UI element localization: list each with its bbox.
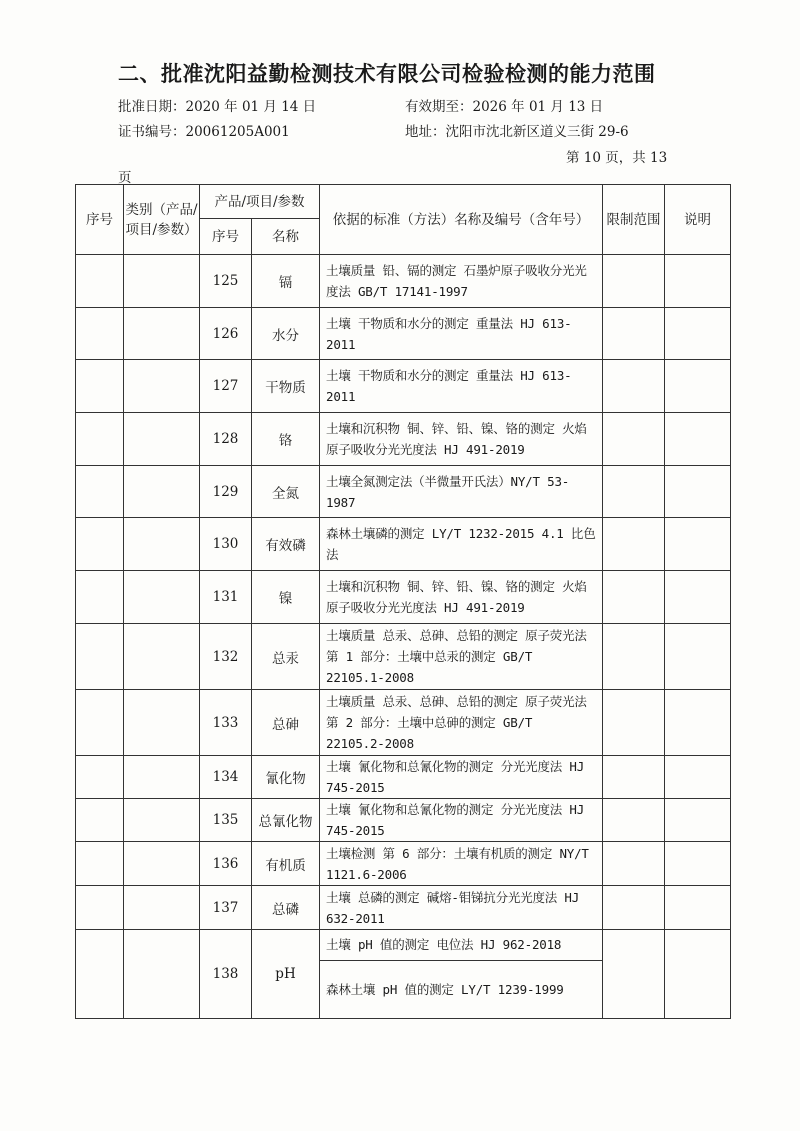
seq-cell bbox=[76, 756, 124, 799]
limit-cell bbox=[603, 690, 665, 756]
table-row bbox=[76, 799, 731, 842]
item-name: 镍 bbox=[252, 571, 320, 624]
item-name: 有效磷 bbox=[252, 518, 320, 571]
standard-cell: 土壤 干物质和水分的测定 重量法 HJ 613-2011 bbox=[320, 360, 603, 413]
header-seq: 序号 bbox=[76, 185, 124, 255]
item-number: 133 bbox=[200, 690, 252, 756]
limit-cell bbox=[603, 756, 665, 799]
table-row bbox=[76, 930, 731, 1019]
note-cell bbox=[665, 308, 731, 360]
item-name: pH bbox=[252, 930, 320, 1019]
note-cell bbox=[665, 624, 731, 690]
header-category: 类别（产品/项目/参数） bbox=[124, 185, 200, 255]
item-number: 130 bbox=[200, 518, 252, 571]
item-number: 127 bbox=[200, 360, 252, 413]
seq-cell bbox=[76, 518, 124, 571]
seq-cell bbox=[76, 466, 124, 518]
limit-cell bbox=[603, 842, 665, 886]
address: 地址：沈阳市沈北新区道义三街 29-6 bbox=[405, 124, 629, 140]
limit-cell bbox=[603, 360, 665, 413]
seq-cell bbox=[76, 886, 124, 930]
seq-cell bbox=[76, 413, 124, 466]
item-name: 有机质 bbox=[252, 842, 320, 886]
seq-cell bbox=[76, 571, 124, 624]
limit-cell bbox=[603, 886, 665, 930]
note-cell bbox=[665, 756, 731, 799]
table-row bbox=[76, 842, 731, 886]
seq-cell bbox=[76, 842, 124, 886]
standard-text: 土壤 pH 值的测定 电位法 HJ 962-2018 bbox=[326, 937, 562, 952]
item-name: 干物质 bbox=[252, 360, 320, 413]
category-cell bbox=[124, 624, 200, 690]
category-cell bbox=[124, 360, 200, 413]
category-cell bbox=[124, 930, 200, 1019]
header-name: 名称 bbox=[252, 219, 320, 255]
note-cell bbox=[665, 799, 731, 842]
table-row bbox=[76, 255, 731, 308]
category-cell bbox=[124, 690, 200, 756]
table-row bbox=[76, 690, 731, 756]
approval-date: 批准日期：2020 年 01 月 14 日 bbox=[118, 99, 317, 115]
note-cell bbox=[665, 571, 731, 624]
table-row bbox=[76, 466, 731, 518]
document-title: 二、批准沈阳益勤检测技术有限公司检验检测的能力范围 bbox=[118, 62, 656, 86]
note-cell bbox=[665, 886, 731, 930]
table-row bbox=[76, 413, 731, 466]
limit-cell bbox=[603, 255, 665, 308]
limit-cell bbox=[603, 466, 665, 518]
limit-cell bbox=[603, 308, 665, 360]
table-row bbox=[76, 624, 731, 690]
category-cell bbox=[124, 308, 200, 360]
note-cell bbox=[665, 466, 731, 518]
limit-cell bbox=[603, 799, 665, 842]
item-number: 138 bbox=[200, 930, 252, 1019]
table-row bbox=[76, 518, 731, 571]
valid-until: 有效期至：2026 年 01 月 13 日 bbox=[405, 99, 604, 115]
item-name: 总磷 bbox=[252, 886, 320, 930]
limit-cell bbox=[603, 571, 665, 624]
seq-cell bbox=[76, 360, 124, 413]
header-sub-seq: 序号 bbox=[200, 219, 252, 255]
note-cell bbox=[665, 360, 731, 413]
category-cell bbox=[124, 842, 200, 886]
standard-cell: 土壤 干物质和水分的测定 重量法 HJ 613-2011 bbox=[320, 308, 603, 360]
item-name: 总汞 bbox=[252, 624, 320, 690]
item-number: 137 bbox=[200, 886, 252, 930]
standard-cell: 土壤和沉积物 铜、锌、铅、镍、铬的测定 火焰原子吸收分光光度法 HJ 491-2019 bbox=[320, 571, 603, 624]
certificate-number: 证书编号：20061205A001 bbox=[118, 124, 290, 140]
table-row bbox=[76, 308, 731, 360]
item-number: 132 bbox=[200, 624, 252, 690]
standard-cell: 森林土壤磷的测定 LY/T 1232-2015 4.1 比色法 bbox=[320, 518, 603, 571]
item-name: 总氰化物 bbox=[252, 799, 320, 842]
header-product-group: 产品/项目/参数 bbox=[200, 185, 320, 219]
category-cell bbox=[124, 413, 200, 466]
limit-cell bbox=[603, 930, 665, 1019]
item-name: 镉 bbox=[252, 255, 320, 308]
standard-cell: 土壤全氮测定法（半微量开氏法）NY/T 53-1987 bbox=[320, 466, 603, 518]
item-number: 131 bbox=[200, 571, 252, 624]
table-row bbox=[76, 571, 731, 624]
capability-table bbox=[75, 184, 731, 1019]
note-cell bbox=[665, 690, 731, 756]
seq-cell bbox=[76, 690, 124, 756]
item-number: 125 bbox=[200, 255, 252, 308]
standard-cell: 土壤检测 第 6 部分：土壤有机质的测定 NY/T 1121.6-2006 bbox=[320, 842, 603, 886]
item-number: 136 bbox=[200, 842, 252, 886]
item-number: 134 bbox=[200, 756, 252, 799]
standard-cell: 土壤 氰化物和总氰化物的测定 分光光度法 HJ 745-2015 bbox=[320, 756, 603, 799]
seq-cell bbox=[76, 255, 124, 308]
note-cell bbox=[665, 518, 731, 571]
item-number: 128 bbox=[200, 413, 252, 466]
category-cell bbox=[124, 799, 200, 842]
limit-cell bbox=[603, 624, 665, 690]
seq-cell bbox=[76, 799, 124, 842]
standard-cell: 土壤质量 铅、镉的测定 石墨炉原子吸收分光光度法 GB/T 17141-1997 bbox=[320, 255, 603, 308]
table-row bbox=[76, 756, 731, 799]
item-name: 水分 bbox=[252, 308, 320, 360]
seq-cell bbox=[76, 930, 124, 1019]
header-standard: 依据的标准（方法）名称及编号（含年号） bbox=[320, 185, 603, 255]
table-row bbox=[76, 886, 731, 930]
header-limit: 限制范围 bbox=[603, 185, 665, 255]
table-row bbox=[76, 360, 731, 413]
category-cell bbox=[124, 886, 200, 930]
limit-cell bbox=[603, 518, 665, 571]
note-cell bbox=[665, 413, 731, 466]
item-number: 126 bbox=[200, 308, 252, 360]
category-cell bbox=[124, 756, 200, 799]
standard-cell: 土壤 总磷的测定 碱熔-钼锑抗分光光度法 HJ 632-2011 bbox=[320, 886, 603, 930]
header-note: 说明 bbox=[665, 185, 731, 255]
note-cell bbox=[665, 255, 731, 308]
standard-cell: 土壤质量 总汞、总砷、总铅的测定 原子荧光法 第 1 部分：土壤中总汞的测定 GB/T 22105.1-2008 bbox=[320, 624, 603, 690]
standard-text-secondary: 森林土壤 pH 值的测定 LY/T 1239-1999 bbox=[320, 960, 602, 1018]
item-name: 全氮 bbox=[252, 466, 320, 518]
item-number: 129 bbox=[200, 466, 252, 518]
category-cell bbox=[124, 571, 200, 624]
page-info: 第 10 页，共 13 bbox=[566, 150, 668, 166]
category-cell bbox=[124, 255, 200, 308]
standard-cell: 土壤质量 总汞、总砷、总铅的测定 原子荧光法 第 2 部分：土壤中总砷的测定 GB/T 22105.2-2008 bbox=[320, 690, 603, 756]
item-name: 总砷 bbox=[252, 690, 320, 756]
item-name: 氰化物 bbox=[252, 756, 320, 799]
note-cell bbox=[665, 842, 731, 886]
limit-cell bbox=[603, 413, 665, 466]
standard-cell bbox=[320, 930, 603, 1019]
page-suffix: 页 bbox=[118, 170, 132, 186]
seq-cell bbox=[76, 624, 124, 690]
category-cell bbox=[124, 518, 200, 571]
standard-cell: 土壤 氰化物和总氰化物的测定 分光光度法 HJ 745-2015 bbox=[320, 799, 603, 842]
item-number: 135 bbox=[200, 799, 252, 842]
standard-cell: 土壤和沉积物 铜、锌、铅、镍、铬的测定 火焰原子吸收分光光度法 HJ 491-2019 bbox=[320, 413, 603, 466]
seq-cell bbox=[76, 308, 124, 360]
item-name: 铬 bbox=[252, 413, 320, 466]
category-cell bbox=[124, 466, 200, 518]
note-cell bbox=[665, 930, 731, 1019]
